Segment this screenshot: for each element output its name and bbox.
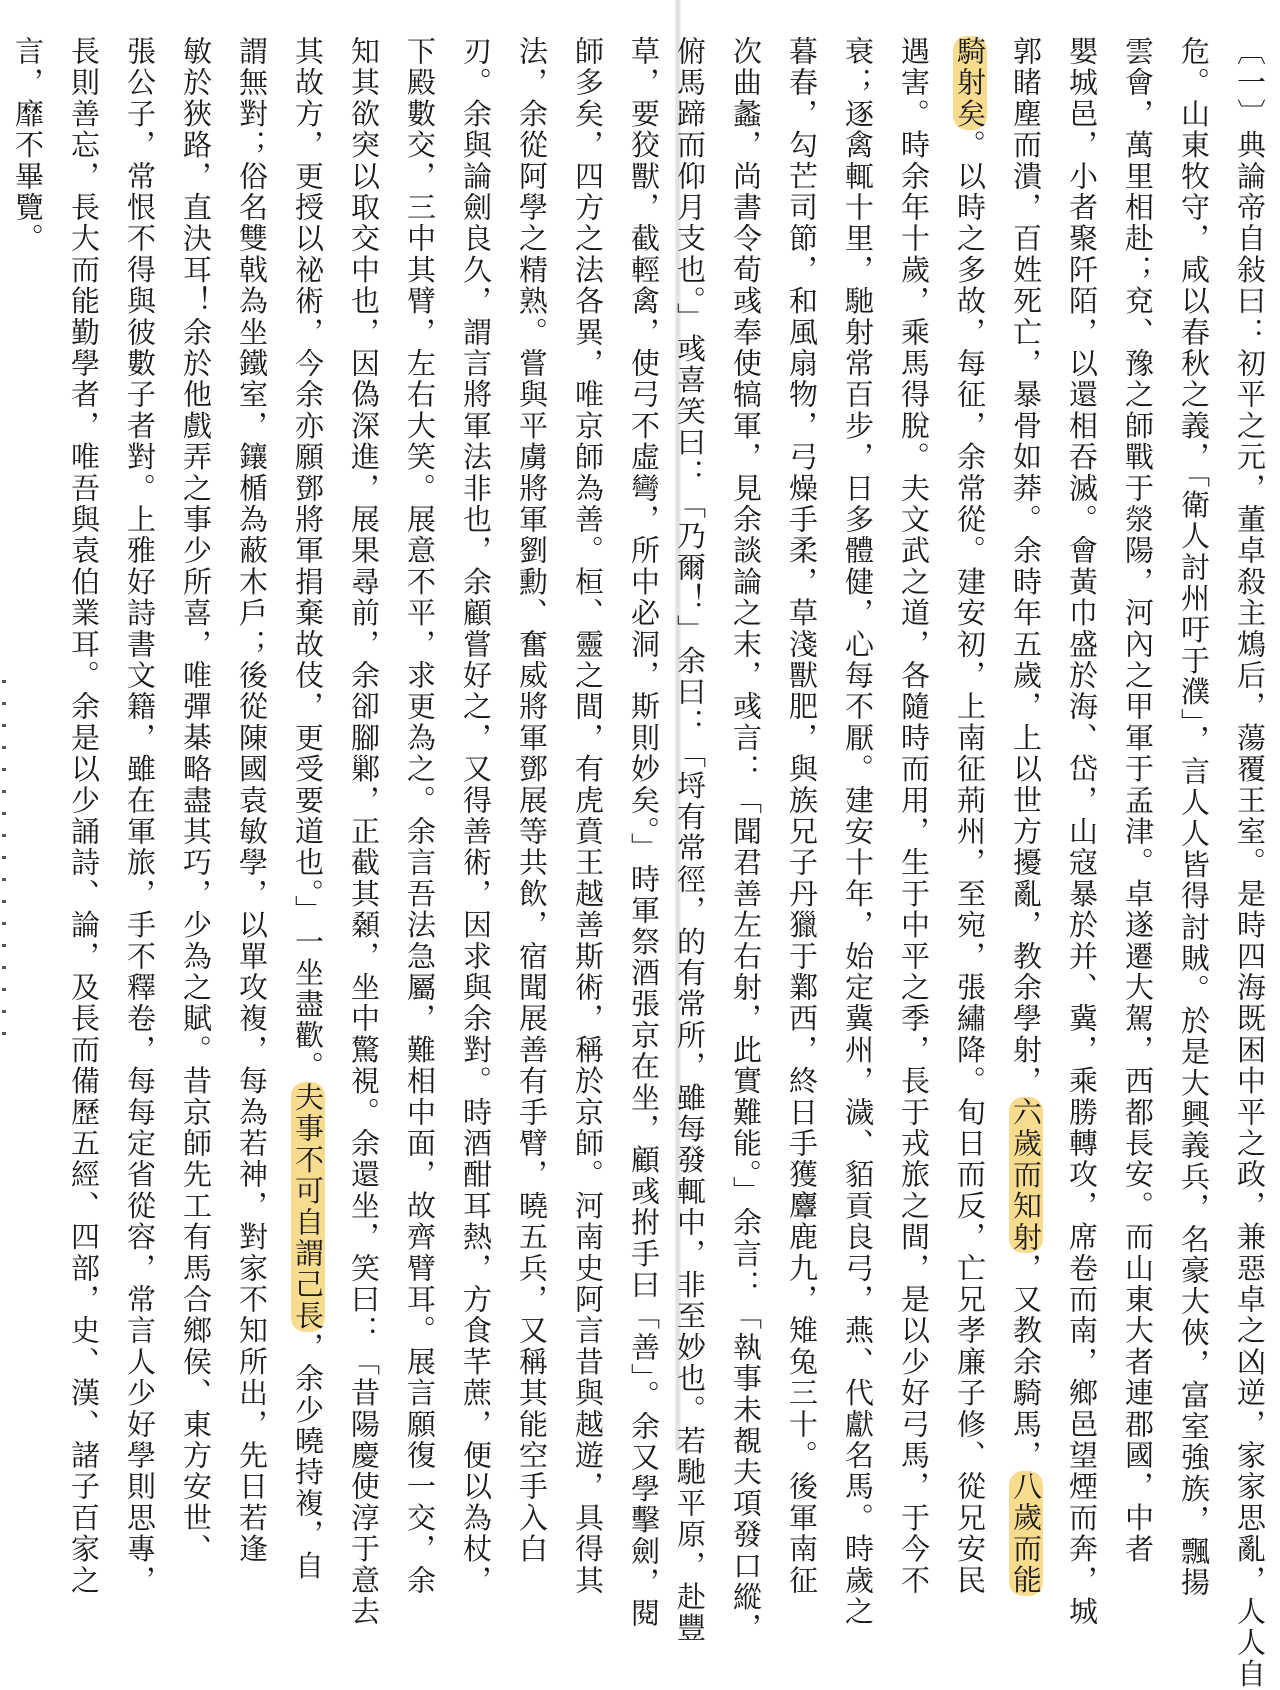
highlighted-phrase: 騎射矣 (953, 36, 987, 130)
highlighted-phrase: 夫事不可自謂己長 (291, 1082, 325, 1332)
highlighted-phrase: 八歲而能 (1009, 1471, 1043, 1597)
text-column: 言，靡不畢覽。 (11, 36, 45, 255)
text-column: 謂無對；俗名雙戟為坐鐵室，鑲楯為蔽木戶；後從陳國袁敏學，以單攻複，每為若神，對家不知所出，先日若逢 (235, 36, 269, 1565)
text-column: 危。山東牧守，咸以春秋之義，「衛人討州吁于濮」，言人人皆得討賊。於是大興義兵，名豪大俠，富室強族，飄揚 (1177, 36, 1211, 1599)
text-column: 騎射矣。以時之多故，每征，余常從。建安初，上南征荊州，至宛，張繡降。旬日而反，亡兄孝廉子修、從兄安民 (953, 36, 987, 1597)
text-column: 暮春，勾芒司節，和風扇物，弓燥手柔，草淺獸肥，與族兄子丹獵于鄴西，終日手獲麞鹿九，雉兔三十。後軍南征 (785, 36, 819, 1596)
text-column: 次曲蠡，尚書令荀彧奉使犒軍，見余談論之末，彧言：「聞君善左右射，此實難能。」余言：「執事未覩夫項發口縱， (729, 36, 763, 1644)
text-column: 草，要狡獸，截輕禽，使弓不虛彎，所中必洞，斯則妙矣。」時軍祭酒張京在坐，顧彧拊手曰「善」。余又學擊劍，閱 (627, 36, 661, 1630)
text-column: 刃。余與論劍良久，謂言將軍法非也，余顧嘗好之，又得善術，因求與余對。時酒酣耳熱，方食芊蔗，便以為杖， (459, 36, 493, 1596)
text-column: 郭睹塵而潰，百姓死亡，暴骨如莽。余時年五歲，上以世方擾亂，教余學射，六歲而知射，又教余騎馬，八歲而能 (1009, 36, 1043, 1597)
text-column: 雲會，萬里相赴；兗、豫之師戰于滎陽，河內之甲軍于孟津。卓遂遷大駕，西都長安。而山東大者連郡國，中者 (1121, 36, 1155, 1565)
text-column: 長則善忘，長大而能勤學者，唯吾與袁伯業耳。余是以少誦詩、論，及長而備歷五經、四部，史、漢、諸子百家之 (67, 36, 101, 1596)
text-column: 敏於狹路，直決耳！余於他戲弄之事少所喜，唯彈棊略盡其巧，少為之賦。昔京師先工有馬合鄉侯、東方安世、 (179, 36, 213, 1565)
left-page (11, 36, 664, 1630)
text-column: 師多矣，四方之法各異，唯京師為善。桓、靈之間，有虎賁王越善斯術，稱於京師。河南史阿言昔與越遊，具得其 (571, 36, 605, 1596)
page-edge-marks (2, 680, 6, 1040)
right-page (673, 36, 1270, 1690)
text-column: 法，余從阿學之精熟。嘗與平虜將軍劉勳、奮威將軍鄧展等共飲，宿聞展善有手臂，曉五兵，又稱其能空手入白 (515, 36, 549, 1565)
text-column: 遇害。時余年十歲，乘馬得脫。夫文武之道，各隨時而用，生于中平之季，長于戎旅之間，是以少好弓馬，于今不 (897, 36, 931, 1596)
text-column: 〔一〕典論帝自敍曰：初平之元，董卓殺主鴆后，蕩覆王室。是時四海既困中平之政，兼惡卓之凶逆，家家思亂，人人自 (1233, 36, 1267, 1690)
text-column: 下殿數交，三中其臂，左右大笑。展意不平，求更為之。余言吾法急屬，難相中面，故齊臂耳。展言願復一交，余 (403, 36, 437, 1596)
text-column: 嬰城邑，小者聚阡陌，以還相吞滅。會黃巾盛於海、岱，山寇暴於并、冀，乘勝轉攻，席卷而南，鄉邑望煙而奔，城 (1065, 36, 1099, 1628)
text-column: 張公子，常恨不得與彼數子者對。上雅好詩書文籍，雖在軍旅，手不釋卷，每每定省從容，常言人少好學則思專， (123, 36, 157, 1596)
highlighted-phrase: 六歲而知射 (1009, 1096, 1043, 1253)
text-column: 俯馬蹄而仰月支也。」彧喜笑曰：「乃爾！」余曰：「埒有常徑，的有常所，雖每發輒中，非至妙也。若馳平原，赴豐 (673, 36, 707, 1644)
text-column: 其故方，更授以祕術，今余亦願鄧將軍捐棄故伎，更受要道也。」一坐盡歡。夫事不可自謂己長，余少曉持複，自 (291, 36, 325, 1582)
text-column: 衰；逐禽輒十里，馳射常百步，日多體健，心每不厭。建安十年，始定冀州，濊、貊貢良弓，燕、代獻名馬。時歲之 (841, 36, 875, 1628)
text-column: 知其欲突以取交中也，因偽深進，展果尋前，余卻腳鄛，正截其顙，坐中驚視。余還坐，笑曰：「昔陽慶使淳于意去 (347, 36, 381, 1628)
